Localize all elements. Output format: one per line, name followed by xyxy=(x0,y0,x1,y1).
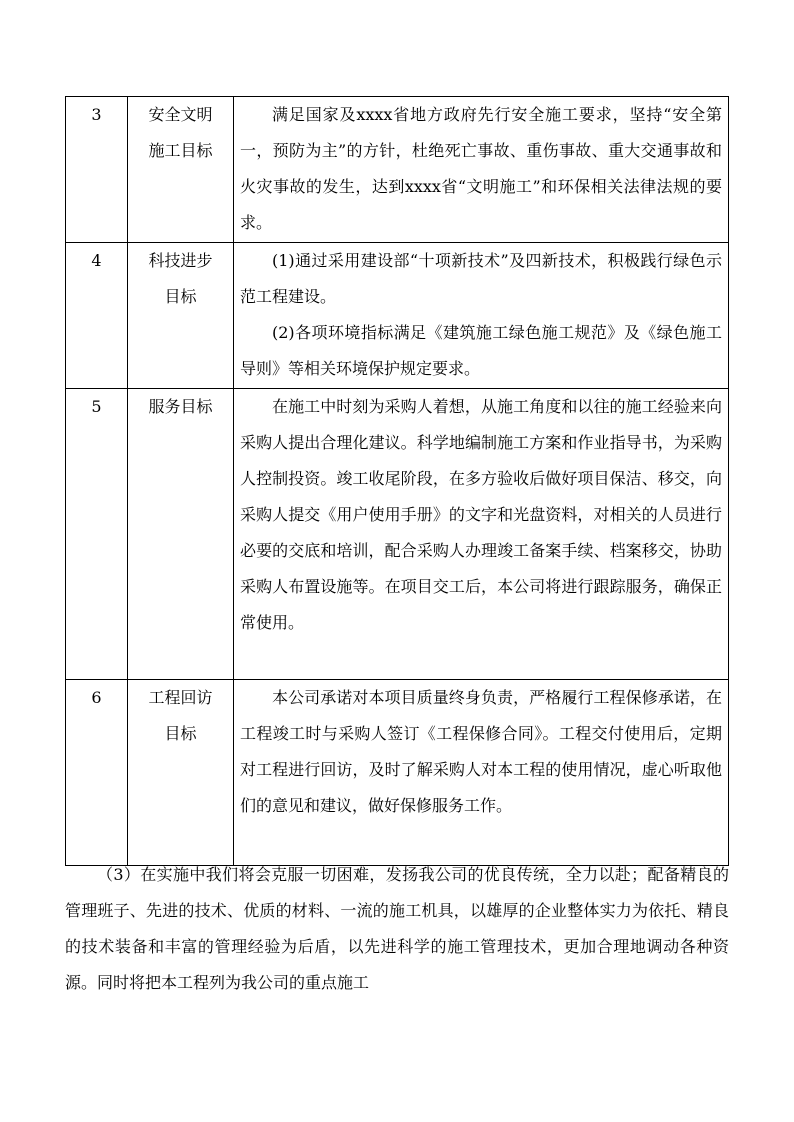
row-number: 5 xyxy=(66,389,128,680)
goal-description-paragraph: (1)通过采用建设部“十项新技术”及四新技术，积极践行绿色示范工程建设。 xyxy=(240,251,722,306)
goal-name-line: 目标 xyxy=(164,287,197,306)
goal-name-line: 工程回访 xyxy=(148,688,213,707)
body-paragraph: （3）在实施中我们将会克服一切困难，发扬我公司的优良传统，全力以赴；配备精良的管理班子、先进的技术、优质的材料、一流的施工机具，以雄厚的企业整体实力为依托、精良的技术装备和丰富的管理经验为后盾，以先进科学的施工管理技术，更加合理地调动各种资源。同时将把本工程列为我公司的重点施工 xyxy=(65,865,729,992)
goal-description-paragraph: (2)各项环境指标满足《建筑施工绿色施工规范》及《绿色施工导则》等相关环境保护规定要求。 xyxy=(240,323,722,378)
goal-description-cell xyxy=(234,389,729,680)
goal-name-cell xyxy=(128,243,234,389)
table-row xyxy=(66,680,729,866)
row-number: 6 xyxy=(66,680,128,866)
row-number: 3 xyxy=(66,97,128,243)
goal-name-line: 服务目标 xyxy=(148,397,213,416)
goal-name-cell xyxy=(128,680,234,866)
goal-description-cell xyxy=(234,97,729,243)
table-row xyxy=(66,243,729,389)
goal-name-cell xyxy=(128,97,234,243)
row-number: 4 xyxy=(66,243,128,389)
goal-description-paragraph: 满足国家及xxxx省地方政府先行安全施工要求，坚持“安全第一，预防为主”的方针，杜绝死亡事故、重伤事故、重大交通事故和火灾事故的发生，达到xxxx省“文明施工”和环保相关法律法规的要求。 xyxy=(240,105,722,232)
goal-description-cell xyxy=(234,243,729,389)
table-row xyxy=(66,389,729,680)
goals-table xyxy=(65,96,729,866)
goal-name-line: 目标 xyxy=(164,724,197,743)
table-row xyxy=(66,97,729,243)
goal-description-paragraph: 本公司承诺对本项目质量终身负责，严格履行工程保修承诺，在工程竣工时与采购人签订《工程保修合同》。工程交付使用后，定期对工程进行回访，及时了解采购人对本工程的使用情况，虚心听取他们的意见和建议，做好保修服务工作。 xyxy=(240,688,722,815)
goal-name-line: 安全文明 xyxy=(148,105,213,124)
goal-name-cell xyxy=(128,389,234,680)
goal-name-line: 科技进步 xyxy=(148,251,213,270)
goal-description-cell xyxy=(234,680,729,866)
goal-name-line: 施工目标 xyxy=(148,141,213,160)
goal-description-paragraph: 在施工中时刻为采购人着想，从施工角度和以往的施工经验来向采购人提出合理化建议。科学地编制施工方案和作业指导书，为采购人控制投资。竣工收尾阶段，在多方验收后做好项目保洁、移交，向采购人提交《用户使用手册》的文字和光盘资料，对相关的人员进行必要的交底和培训，配合采购人办理竣工备案手续、档案移交，协助采购人布置设施等。在项目交工后，本公司将进行跟踪服务，确保正常使用。 xyxy=(240,397,722,632)
